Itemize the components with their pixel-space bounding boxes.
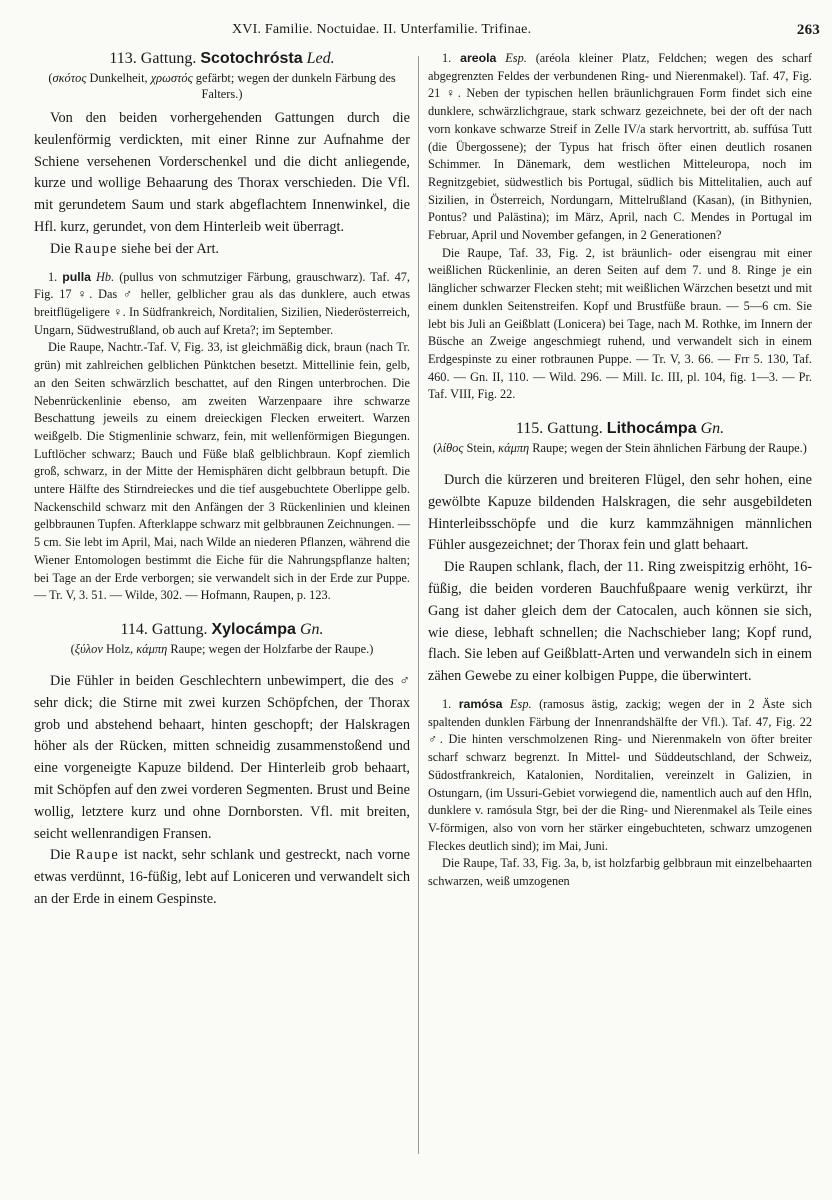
genus-author: Gn.: [299, 620, 324, 638]
text: Die: [50, 240, 75, 257]
species-text: (aréola kleiner Platz, Feldchen; wegen des scharf abgegrenzten Feldes der verbundenen Ring- und Nierenmakel). Taf. 47, Fig. 21 ♀. Neben der typischen hellen bräunlichgrauen Form findet sich eine dunklere, schwärzlichgraue, stark schwarz gezeichnete, bei der oft der nach vorn konkave schwarze Streif in Zelle IV/a stark hervortritt, ab. suffúsa Tutt (die Übergossene); der Typus hat frisch öfter einen deutlich rosanen Schimmer. In Dänemark, dem westlichen Mitteleuropa, noch im Regnitzgebiet, südwestlich bis Portugal, südlich bis Mittelitalien, auch auf Sizilien, in Österreich, Nordungarn, Mittelrußland (Kasan), (in Bithynien, Pontus? und Palästina); im März, April, nach C. Mendes in Portugal im Februar, April und November gefangen, in 2 Generationen?: [428, 51, 813, 243]
species-number: 1.: [442, 697, 459, 712]
genus-number: 114. Gattung.: [120, 620, 208, 638]
spaced-word: Raupe: [74, 240, 118, 257]
etym-text: Dunkelheit,: [86, 71, 151, 85]
species-author: Esp.: [505, 51, 527, 65]
larva-description: Die Raupe, Taf. 33, Fig. 3a, b, ist holzfarbig gelbbraun mit einzelbehaarten schwarzen, weiß umzogenen: [428, 856, 812, 889]
genus-heading-114: [34, 621, 410, 639]
species-entry-areola: [428, 50, 812, 245]
genus-number: 113. Gattung.: [109, 50, 197, 67]
species-entry-pulla: [34, 269, 410, 340]
species-author: Esp.: [510, 697, 532, 712]
etym-text: Holz,: [102, 641, 137, 656]
etym-text: gefärbt; wegen der dunkeln Färbung des Falters.: [192, 71, 396, 101]
genus-name: Scotochrósta: [200, 50, 303, 67]
species-number: 1.: [48, 269, 63, 284]
species-name: ramósa: [458, 697, 503, 712]
genus-author: Led.: [306, 50, 335, 67]
genus-etymology: (σκότος Dunkelheit, χρωστός gefärbt; wegen der dunkeln Färbung des Falters.): [48, 71, 396, 101]
running-head: [0, 22, 832, 44]
species-number: 1.: [442, 51, 461, 65]
genus-etymology: (ξύλον Holz, κάμπη Raupe; wegen der Holzfarbe der Raupe.): [70, 641, 374, 656]
greek-word: σκότος: [52, 71, 87, 85]
genus-heading-115: [428, 420, 812, 438]
page-number: 263: [796, 22, 820, 38]
raupe-note: Die Raupen schlank, flach, der 11. Ring zweispitzig erhöht, 16-füßig, die beiden vorderen Bauchfußpaare wenig verkürzt, ihr Gang ist daher gleich dem der Catocalen, auch können sie sich, wie diese, lebhaft schnellen; die Nachschieber lang; Kopf rund, flach. Sie leben auf Geißblatt-Arten und verwandeln sich in einem zähen Gewebe zu einer kolbigen Puppe, die überwintert.: [428, 559, 812, 685]
etym-text: Raupe; wegen der Stein ähnlichen Färbung der Raupe.: [529, 441, 803, 456]
larva-description: Die Raupe, Nachtr.-Taf. V, Fig. 33, ist gleichmäßig dick, braun (nach Tr. grün) mit zahlreichen gelblichen Pünktchen besetzt. Mittellinie fein, gelb, an den Seiten schwärzlich beschattet, auf den Ringen unterbrochen. Die Nebenrückenlinie ebenso, am zweiten Warzenpaare ihre schwarze Beschattung jeweils zu einem dreieckigen Flecken erweitert. Warzen weißgelb. Die Stigmenlinie schwarz, fein, mit wellenförmigen Biegungen. Luftlöcher schwarz; Bauch und Füße blaß gelblichbraun. Kopf ziemlich groß, schwarz, in der Mitte der Hemisphären dicht gelbbraun betupft. Die untere Hälfte des Stirndreieckes und die tief ausgebuchtete Oberlippe gelb. Nackenschild schwarz mit den Anfängen der 3 Rückenlinien und kleinen gelbbraunen Tupfen. Afterklappe schwarz mit gelbbraunen Zeichnungen. — 5 cm. Sie lebt im April, Mai, nach Wilde an niederen Pflanzen, während die Wiener Entomologen bestimmt die Eiche für die Nahrungspflanze halten; bei Tage an der Erde verborgen; sie verwandelt sich in der Erde zur Puppe. — Tr. V, 3. 51. — Wilde, 302. — Hofmann, Raupen, p. 123.: [34, 340, 410, 603]
genus-description: Von den beiden vorhergehenden Gattungen durch die keulenförmig verdickten, mit einer Rinne zur Aufnahme der Schiene versehenen Vorderschenkel und die dicht anliegende, kurze und wollige Behaarung des Thorax verschieden. Die Vfl. mit gerundetem Saum und stark abgeflachtem Innenwinkel, die Hfl. kurz, gerundet, von dem Hinterleib weit überragt.: [34, 110, 410, 235]
greek-word: ξύλον: [74, 641, 103, 656]
genus-name: Xylocámpa: [211, 620, 296, 638]
right-column: [428, 50, 812, 891]
genus-description: Die Fühler in beiden Geschlechtern unbewimpert, die des ♂ sehr dick; die Stirne mit zwei kurzen Schöpfchen, der Thorax grob und abstehend behaart, hinten geschopft; der Halskragen höher als der Rücken, mitten schneidig zusammenstoßend und eine vorgeneigte Kapuze bildend. Der Hinterleib grob behaart, mit Schöpfen auf den zwei vorderen Segmenten. Brust und Beine wollig, letztere kurz und ohne Dornborsten. Vfl. mit breiten, seicht wellenrandigen Fransen.: [34, 672, 410, 842]
genus-description: Durch die kürzeren und breiteren Flügel, den sehr hohen, eine gewölbte Kapuze bildenden Halskragen, die sehr ausgebildeten Hinterleibsschöpfe und die kurz kammzähnigen männlichen Fühler ausgezeichnet; der Thorax fein und glatt behaart.: [428, 472, 812, 554]
etym-text: Raupe; wegen der Holzfarbe der Raupe.: [167, 641, 370, 656]
genus-author: Gn.: [700, 420, 725, 438]
species-name: pulla: [62, 269, 91, 284]
greek-word: χρωστός: [150, 71, 193, 85]
running-head-title: XVI. Familie. Noctuidae. II. Unterfamilie. Trifinae.: [232, 22, 532, 37]
species-entry-ramosa: [428, 696, 812, 855]
spaced-word: Raupe: [75, 847, 120, 864]
greek-word: κάμπη: [136, 641, 168, 656]
larva-description: Die Raupe, Taf. 33, Fig. 2, ist bräunlich- oder eisengrau mit einer weißlichen Rückenlinie, an deren Seiten auf dem 7. und 8. Ringe je ein länglicher schwarzer Flecken steht; mit weißlichen Wärzchen besetzt und mit einem dunklen Seitenstreifen. Kopf und Brustfüße braun. — 5—6 cm. Sie lebt bis Juli an Geißblatt (Lonicera) bei Tage, nach M. Rothke, im Innern der Büsche an Zweige angeschmiegt ruhend, und verwandelt sich in einem Erdgespinste zu einer rotbraunen Puppe. — Tr. V, 3. 66. — Frr 5. 130, Taf. 460. — Gn. II, 110. — Wild. 296. — Mill. Ic. III, pl. 104, fig. 1—3. — Pr. Taf. VIII, Fig. 22.: [428, 245, 812, 402]
text: siehe bei der Art.: [117, 240, 219, 257]
greek-word: λίθος: [437, 441, 464, 456]
species-name: areola: [460, 51, 497, 65]
genus-etymology: (λίθος Stein, κάμπη Raupe; wegen der Stein ähnlichen Färbung der Raupe.): [433, 441, 807, 456]
text: Die: [50, 847, 76, 864]
column-divider: [418, 56, 419, 1154]
species-author: Hb.: [96, 269, 115, 284]
text: ist nackt, sehr schlank und gestreckt, nach vorne etwas verdünnt, 16-füßig, lebt auf Loniceren und verwandelt sich an der Erde in einem Gespinste.: [34, 847, 410, 907]
genus-number: 115. Gattung.: [515, 420, 603, 438]
species-text: (ramosus ästig, zackig; wegen der in 2 Äste sich spaltenden dunklen Färbung der Innenrandshälfte der Vfl.). Taf. 47, Fig. 22 ♂. Die hinten verschmolzenen Ring- und Nierenmakeln von öfter breiter scharf schwarz begrenzt. In Mittel- und Süddeutschland, der Schweiz, Südostfrankreich, Katalonien, Norditalien, vereinzelt in Galizien, in Ostungarn, (im Ussuri-Gebiet vorwiegend die, namentlich auch auf den Hfln, dunklere v. ramósula Stgr, bei der die Ring- und Nierenmakel als Teile eines V-förmigen, also von vorn her stärker eingebuchteten, schwarz umzogenen Fleckes deutlich sind); im Mai, Juni.: [428, 697, 812, 853]
etym-text: Stein,: [463, 441, 499, 456]
raupe-note: [34, 845, 410, 910]
species-text: (pullus von schmutziger Färbung, grauschwarz). Taf. 47, Fig. 17 ♀. Das ♂ heller, gelblicher grau als das dunklere, auch etwas breitflügeligere ♀. In Südfrankreich, Norditalien, Sizilien, Niederösterreich, Ungarn, Südwestrußland, ob auch auf Kreta?; im September.: [34, 269, 411, 337]
left-column: [34, 50, 410, 911]
raupe-note: [34, 239, 410, 261]
genus-name: Lithocámpa: [606, 420, 697, 438]
genus-heading-113: [34, 50, 410, 68]
greek-word: κάμπη: [498, 441, 530, 456]
